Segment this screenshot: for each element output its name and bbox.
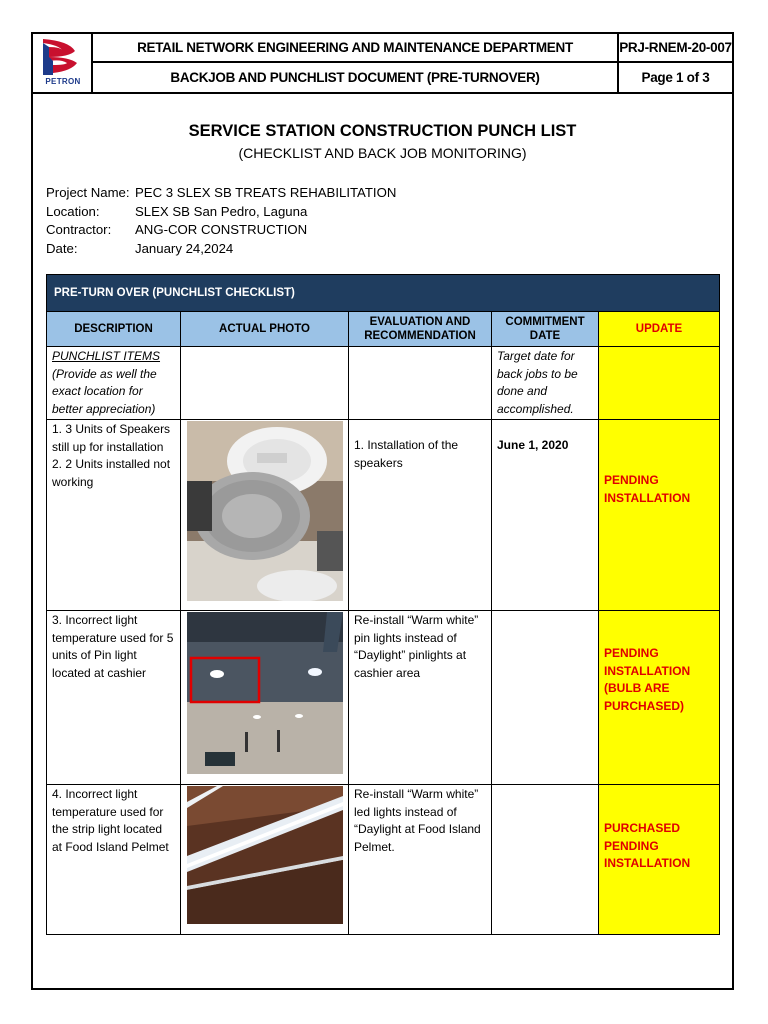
page-title: SERVICE STATION CONSTRUCTION PUNCH LIST xyxy=(188,122,577,140)
logo-wordmark: PETRON xyxy=(45,77,81,86)
contractor-label: Contractor: xyxy=(46,222,112,237)
actual-photo xyxy=(181,785,349,935)
contractor-value: ANG-COR CONSTRUCTION xyxy=(135,222,308,237)
project-name-label: Project Name: xyxy=(46,185,130,200)
section-header: PRE-TURN OVER (PUNCHLIST CHECKLIST) xyxy=(47,275,720,312)
page-subtitle: (CHECKLIST AND BACK JOB MONITORING) xyxy=(238,145,527,161)
petron-logo xyxy=(33,34,93,92)
row-commitment: June 1, 2020 xyxy=(492,420,599,611)
project-name: PEC 3 SLEX SB TREATS REHABILITATION xyxy=(135,185,397,200)
actual-photo xyxy=(181,611,349,785)
commitment-note: Target date for back jobs to be done and accomplished. xyxy=(492,347,599,420)
location-value: SLEX SB San Pedro, Laguna xyxy=(135,203,308,219)
table-row xyxy=(47,785,720,935)
row-update: PENDING INSTALLATION (BULB ARE PURCHASED) xyxy=(599,611,720,785)
department-name: RETAIL NETWORK ENGINEERING AND MAINTENANCE DEPARTMENT xyxy=(93,34,617,63)
table-row-intro xyxy=(47,347,720,420)
row-description: 4. Incorrect light temperature used for the strip light located at Food Island Pelmet xyxy=(47,785,181,935)
row-evaluation: Re-install “Warm white” led lights instead of “Daylight at Food Island Pelmet. xyxy=(349,785,492,935)
location-label: Location: xyxy=(46,203,100,219)
intro-description xyxy=(47,347,181,420)
col-actual-photo: ACTUAL PHOTO xyxy=(181,312,349,347)
punchlist-items-heading: PUNCHLIST ITEMS xyxy=(52,349,161,363)
strip-light-pelmet-photo xyxy=(187,786,343,924)
punchlist-table xyxy=(46,274,720,935)
speaker-boxes-photo xyxy=(187,421,343,601)
document-header xyxy=(33,34,732,94)
actual-photo xyxy=(181,420,349,611)
petron-emblem-icon xyxy=(39,37,87,77)
col-commitment-date: COMMITMENT DATE xyxy=(492,312,599,347)
project-info xyxy=(46,184,396,258)
document-title: BACKJOB AND PUNCHLIST DOCUMENT (PRE-TURNOVER) xyxy=(170,70,540,85)
row-update: PURCHASED PENDING INSTALLATION xyxy=(599,785,720,935)
row-description: 3. Incorrect light temperature used for 5 units of Pin light located at cashier xyxy=(47,611,181,785)
document-code: PRJ-RNEM-20-007 xyxy=(619,34,732,63)
row-evaluation: 1. Installation of the speakers xyxy=(349,420,492,611)
punchlist-items-note: (Provide as well the exact location for better appreciation) xyxy=(52,366,157,416)
table-row xyxy=(47,611,720,785)
col-evaluation: EVALUATION AND RECOMMENDATION xyxy=(349,312,492,347)
table-row xyxy=(47,420,720,611)
col-description: DESCRIPTION xyxy=(47,312,181,347)
document-page xyxy=(31,32,734,990)
pin-lights-ceiling-photo xyxy=(187,612,343,774)
col-update: UPDATE xyxy=(599,312,720,347)
date-value: January 24,2024 xyxy=(135,240,234,256)
date-label: Date: xyxy=(46,240,78,256)
page-number: Page 1 of 3 xyxy=(641,70,710,85)
row-evaluation: Re-install “Warm white” pin lights instead of “Daylight” pinlights at cashier area xyxy=(349,611,492,785)
row-commitment xyxy=(492,785,599,935)
row-update: PENDING INSTALLATION xyxy=(599,420,720,611)
row-description: 1. 3 Units of Speakers still up for installation 2. 2 Units installed not working xyxy=(47,420,181,611)
row-commitment xyxy=(492,611,599,785)
